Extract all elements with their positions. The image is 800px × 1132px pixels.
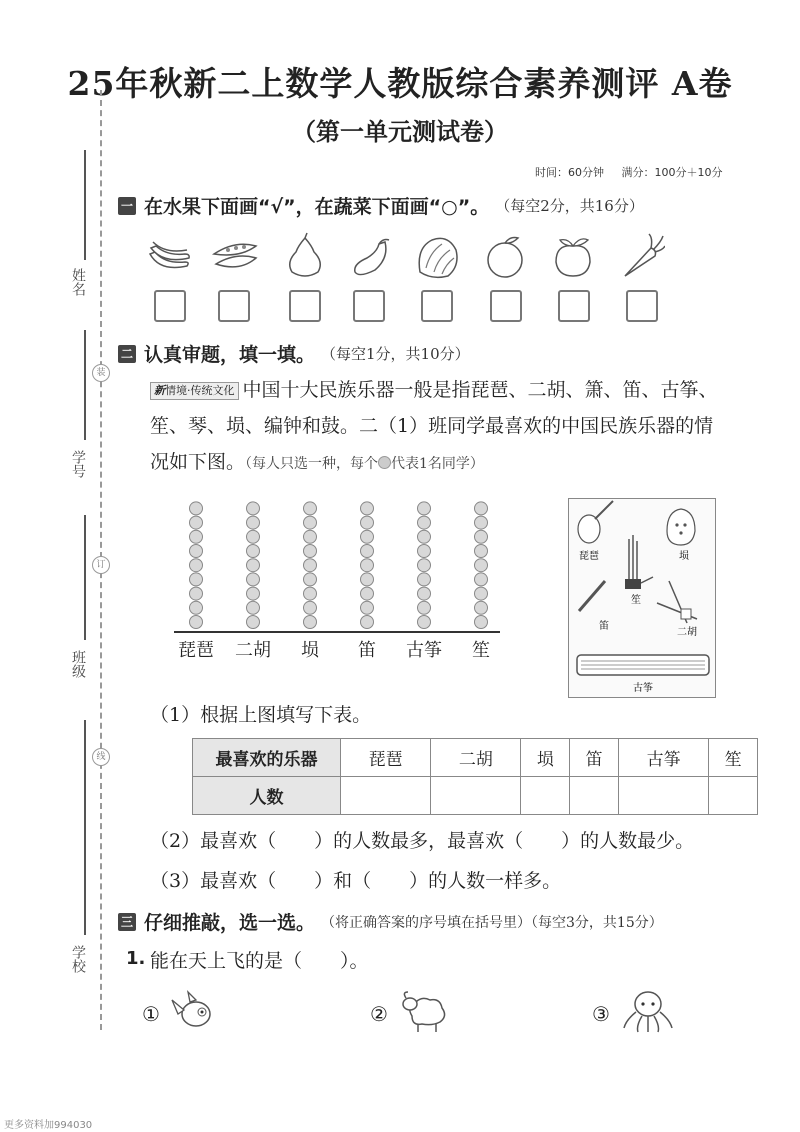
table-col-header: 琵琶 <box>341 739 431 777</box>
answer-cell[interactable] <box>570 777 619 815</box>
paragraph-note: 代表1名同学） <box>391 456 484 472</box>
section-number-icon: 二 <box>118 345 136 363</box>
answer-box[interactable] <box>421 290 453 322</box>
pictograph-chart <box>170 488 510 668</box>
sheng-icon <box>625 535 653 589</box>
xun-icon <box>667 509 695 545</box>
pear-icon <box>280 232 330 280</box>
erhu-icon <box>657 581 697 623</box>
option-mark[interactable]: ② <box>370 1002 388 1026</box>
pictograph-circle <box>475 516 488 529</box>
option-mark[interactable]: ③ <box>592 1002 610 1026</box>
pictograph-circle <box>247 616 260 629</box>
octopus-icon <box>620 986 676 1034</box>
pictograph-circle <box>247 601 260 614</box>
table-header-label: 最喜欢的乐器 <box>193 739 341 777</box>
page-subtitle: （第一单元测试卷） <box>292 117 508 146</box>
instrument-label: 琵琶 <box>579 551 599 562</box>
school-label: 学校 <box>70 945 86 973</box>
pipa-icon <box>578 501 613 543</box>
answer-cell[interactable] <box>431 777 521 815</box>
paragraph-line: 笙、琴、埙、编钟和鼓。二（1）班同学最喜欢的中国民族乐器的情 <box>150 415 714 437</box>
answer-box[interactable] <box>626 290 658 322</box>
pictograph-circle <box>361 559 374 572</box>
name-label: 姓名 <box>70 268 86 296</box>
pictograph-circle <box>190 601 203 614</box>
pictograph-circle <box>304 545 317 558</box>
answer-box[interactable] <box>154 290 186 322</box>
answer-box[interactable] <box>218 290 250 322</box>
section-number-icon: 三 <box>118 913 136 931</box>
pictograph-circle <box>304 502 317 515</box>
pictograph-circle <box>361 502 374 515</box>
pictograph-circle <box>361 587 374 600</box>
pictograph-circle <box>475 545 488 558</box>
pictograph-circle <box>247 530 260 543</box>
pictograph-circle <box>418 587 431 600</box>
answer-cell[interactable] <box>618 777 708 815</box>
instrument-label: 古筝 <box>633 683 653 694</box>
school-underline <box>84 720 86 935</box>
pictograph-circle <box>247 545 260 558</box>
guzheng-icon <box>577 655 709 675</box>
table-col-header: 埙 <box>521 739 570 777</box>
answer-cell[interactable] <box>709 777 758 815</box>
category-label: 埙 <box>301 640 319 661</box>
section3-heading <box>118 908 663 935</box>
paragraph-line: 中国十大民族乐器一般是指琵琶、二胡、箫、笛、古筝、 <box>242 379 718 401</box>
pictograph-circle <box>475 616 488 629</box>
answer-cell[interactable] <box>521 777 570 815</box>
pictograph-circle <box>361 530 374 543</box>
option-mark[interactable]: ① <box>142 1002 160 1026</box>
question-number: 1. <box>126 948 146 969</box>
footer-note: 更多资料加994030 <box>4 1120 93 1131</box>
pictograph-circle <box>190 559 203 572</box>
student-id-label: 学号 <box>70 450 86 478</box>
pictograph-circle <box>304 601 317 614</box>
question-3-1: 能在天上飞的是（ ）。 <box>150 950 369 972</box>
pictograph-circle <box>418 559 431 572</box>
circle-symbol-icon <box>378 456 391 469</box>
table-row-label: 人数 <box>193 777 341 815</box>
section2-note: （每空1分，共10分） <box>321 345 470 363</box>
pictograph-circle <box>190 516 203 529</box>
pictograph-circle <box>304 616 317 629</box>
pictograph-circle <box>304 587 317 600</box>
category-label: 笛 <box>358 640 376 661</box>
answer-box[interactable] <box>289 290 321 322</box>
pictograph-circle <box>190 502 203 515</box>
pictograph-circle <box>418 502 431 515</box>
table-col-header: 古筝 <box>618 739 708 777</box>
bird-icon <box>168 988 220 1034</box>
table-row <box>193 777 758 815</box>
student-id-underline <box>84 330 86 440</box>
answer-box[interactable] <box>353 290 385 322</box>
pictograph-circle <box>247 502 260 515</box>
pictograph-circle <box>190 545 203 558</box>
pictograph-circle <box>475 559 488 572</box>
answer-box[interactable] <box>558 290 590 322</box>
paragraph-note: （每人只选一种，每个 <box>245 456 379 472</box>
pictograph-circle <box>361 601 374 614</box>
answer-cell[interactable] <box>341 777 431 815</box>
table-col-header: 笙 <box>709 739 758 777</box>
instruments-illustration <box>568 498 716 698</box>
seal-char: 装 <box>92 364 110 382</box>
table-row <box>193 739 758 777</box>
pictograph-circle <box>190 573 203 586</box>
answer-table <box>192 738 758 815</box>
orange-icon <box>480 232 530 280</box>
question-2-2: （2）最喜欢（ ）的人数最多，最喜欢（ ）的人数最少。 <box>150 830 695 852</box>
category-label: 琵琶 <box>178 640 214 661</box>
time-limit: 时间：60分钟 <box>535 166 604 179</box>
section-number-icon: 一 <box>118 197 136 215</box>
pictograph-circle <box>361 573 374 586</box>
eggplant-icon <box>345 232 395 280</box>
pictograph-circle <box>247 516 260 529</box>
pictograph-circle <box>361 545 374 558</box>
cabbage-icon <box>412 232 462 280</box>
carrot-icon <box>615 232 665 280</box>
sheep-icon <box>396 986 452 1034</box>
name-underline <box>84 150 86 260</box>
section3-title: 仔细推敲，选一选。 <box>144 912 316 934</box>
pictograph-circle <box>247 559 260 572</box>
section2-title: 认真审题，填一填。 <box>144 344 316 366</box>
table-col-header: 笛 <box>570 739 619 777</box>
category-label: 古筝 <box>406 640 442 661</box>
page-title: 25年秋新二上数学人教版综合素养测评 A卷 <box>67 64 733 103</box>
pictograph-circle <box>247 587 260 600</box>
pictograph-circle <box>304 516 317 529</box>
section1-title: 在水果下面画“√”，在蔬菜下面画“○”。 <box>144 196 490 218</box>
peas-icon <box>210 232 260 280</box>
pictograph-circle <box>304 530 317 543</box>
instrument-label: 二胡 <box>677 627 697 638</box>
pictograph-circle <box>475 573 488 586</box>
pictograph-circle <box>475 601 488 614</box>
paragraph-line: 况如下图。 <box>150 451 246 473</box>
pictograph-circle <box>418 530 431 543</box>
class-label: 班级 <box>70 650 86 678</box>
pictograph-circle <box>418 573 431 586</box>
pictograph-circle <box>418 601 431 614</box>
seal-char: 订 <box>92 556 110 574</box>
answer-box[interactable] <box>490 290 522 322</box>
pictograph-svg <box>170 488 510 668</box>
pictograph-circle <box>361 616 374 629</box>
instrument-label: 笛 <box>599 621 609 632</box>
section1-note: （每空2分，共16分） <box>495 197 644 215</box>
pictograph-circle <box>475 587 488 600</box>
pictograph-circle <box>247 573 260 586</box>
instrument-label: 笙 <box>631 595 641 606</box>
seal-char: 线 <box>92 748 110 766</box>
pictograph-circle <box>190 530 203 543</box>
pictograph-circle <box>361 516 374 529</box>
pictograph-circle <box>304 573 317 586</box>
question-2-3: （3）最喜欢（ ）和（ ）的人数一样多。 <box>150 870 562 892</box>
pictograph-circle <box>418 516 431 529</box>
section3-note: （将正确答案的序号填在括号里）（每空3分，共15分） <box>321 914 663 931</box>
dizi-icon <box>579 581 605 611</box>
class-underline <box>84 515 86 640</box>
section2-paragraph <box>150 372 770 482</box>
instrument-label: 埙 <box>679 551 689 562</box>
pictograph-circle <box>418 616 431 629</box>
pictograph-circle <box>475 502 488 515</box>
pictograph-circle <box>475 530 488 543</box>
section1-heading <box>118 192 644 219</box>
pictograph-circle <box>418 545 431 558</box>
peach-icon <box>548 232 598 280</box>
category-label: 笙 <box>472 640 490 661</box>
category-label: 二胡 <box>235 640 271 661</box>
pictograph-circle <box>190 587 203 600</box>
banana-icon <box>145 232 195 280</box>
question-2-1: （1）根据上图填写下表。 <box>150 704 372 726</box>
full-score: 满分：100分＋10分 <box>621 166 723 179</box>
pictograph-circle <box>190 616 203 629</box>
pictograph-circle <box>304 559 317 572</box>
instruments-svg <box>569 499 715 697</box>
table-col-header: 二胡 <box>431 739 521 777</box>
context-tag: 新情境·传统文化 <box>150 382 239 400</box>
exam-meta <box>535 164 737 180</box>
section2-heading <box>118 340 470 367</box>
